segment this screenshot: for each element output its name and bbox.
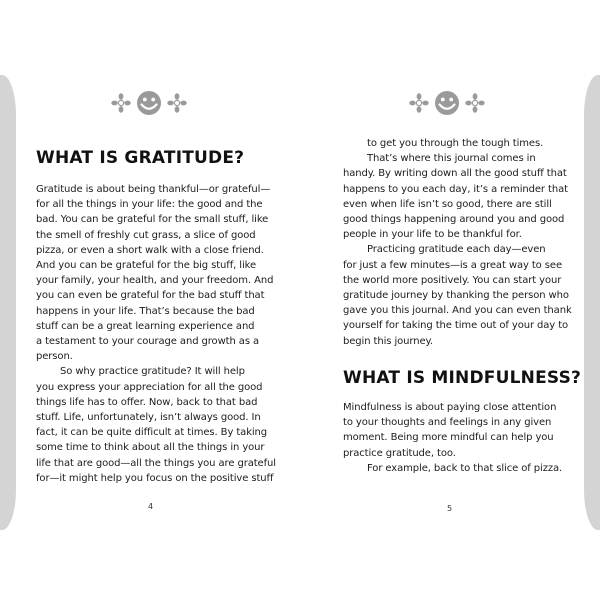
gratitude-continued-text [343, 136, 583, 349]
text-line: things life has to offer. Now, back to that bad [36, 396, 258, 408]
text-line: happens in your life. That’s because the bad [36, 305, 255, 317]
text-line: life that are good—all the things you are grateful [36, 457, 276, 469]
text-line: your family, your health, and your freedom. And [36, 275, 274, 287]
text-line: pizza, or even a short walk with a close friend. [36, 244, 264, 256]
flower-icon [465, 93, 484, 112]
text-line: So why practice gratitude? It will help [60, 366, 245, 378]
text-line: the world more positively. You can start your [343, 274, 562, 286]
ornament-divider [407, 90, 487, 116]
text-line: handy. By writing down all the good stuff that [343, 168, 567, 180]
text-line: bad. You can be grateful for the small stuff, like [36, 214, 269, 226]
text-line: Mindfulness is about paying close attention [343, 402, 557, 413]
text-line: yourself for taking the time out of your day to [343, 320, 569, 332]
left-page [22, 78, 284, 528]
smiley-face-icon [137, 91, 161, 115]
text-line: moment. Being more mindful can help you [343, 432, 554, 444]
text-line: practice gratitude, too. [343, 447, 456, 459]
text-line: the smell of freshly cut grass, a slice of good [36, 229, 256, 241]
text-line: happens to you each day, it’s a reminder that [343, 183, 568, 195]
text-line: And you can be grateful for the big stuff, like [36, 260, 257, 272]
text-line: For example, back to that slice of pizza. [367, 462, 563, 474]
flower-icon [409, 93, 428, 112]
text-line: That’s where this journal comes in [367, 153, 536, 165]
text-line: you can even be grateful for the bad stuff that [36, 290, 265, 302]
text-line: stuff can be a great learning experience and [36, 320, 255, 332]
text-line: for just a few minutes—is a great way to see [343, 259, 562, 271]
page-number: 4 [148, 502, 154, 511]
flower-icon [167, 93, 186, 112]
flower-icon [111, 93, 130, 112]
text-line: for all the things in your life: the good and the [36, 199, 263, 211]
text-line: to get you through the tough times. [367, 138, 544, 149]
text-line: for—it might help you focus on the positive stuff [36, 472, 274, 484]
section-heading-gratitude: WHAT IS GRATITUDE? [36, 148, 245, 168]
text-line: gave you this journal. And you can even thank [343, 305, 572, 317]
text-line: good things happening around you and good [343, 214, 565, 226]
text-line: person. [36, 351, 73, 363]
text-line: stuff. Life, unfortunately, isn’t always good. In [36, 412, 261, 424]
page-number: 5 [447, 504, 453, 513]
text-line: Practicing gratitude each day—even [367, 244, 546, 256]
text-line: begin this journey. [343, 335, 433, 347]
right-page-edge [584, 75, 600, 530]
right-page [315, 78, 582, 528]
left-page-edge [0, 75, 16, 530]
text-line: you express your appreciation for all the good [36, 381, 263, 393]
smiley-face-icon [435, 91, 459, 115]
section-heading-mindfulness: WHAT IS MINDFULNESS? [343, 368, 582, 388]
gratitude-body-text [36, 182, 286, 486]
mindfulness-body-text [343, 400, 583, 476]
text-line: even when life isn’t so good, there are still [343, 198, 552, 210]
text-line: a testament to your courage and growth as a [36, 336, 260, 348]
text-line: Gratitude is about being thankful—or grateful— [36, 184, 271, 195]
text-line: to your thoughts and feelings in any given [343, 417, 552, 429]
ornament-divider [109, 90, 189, 116]
text-line: people in your life to be thankful for. [343, 229, 522, 241]
text-line: fact, it can be quite difficult at times. By taking [36, 427, 268, 439]
text-line: gratitude journey by thanking the person who [343, 290, 569, 302]
text-line: some time to think about all the things in your [36, 442, 265, 454]
